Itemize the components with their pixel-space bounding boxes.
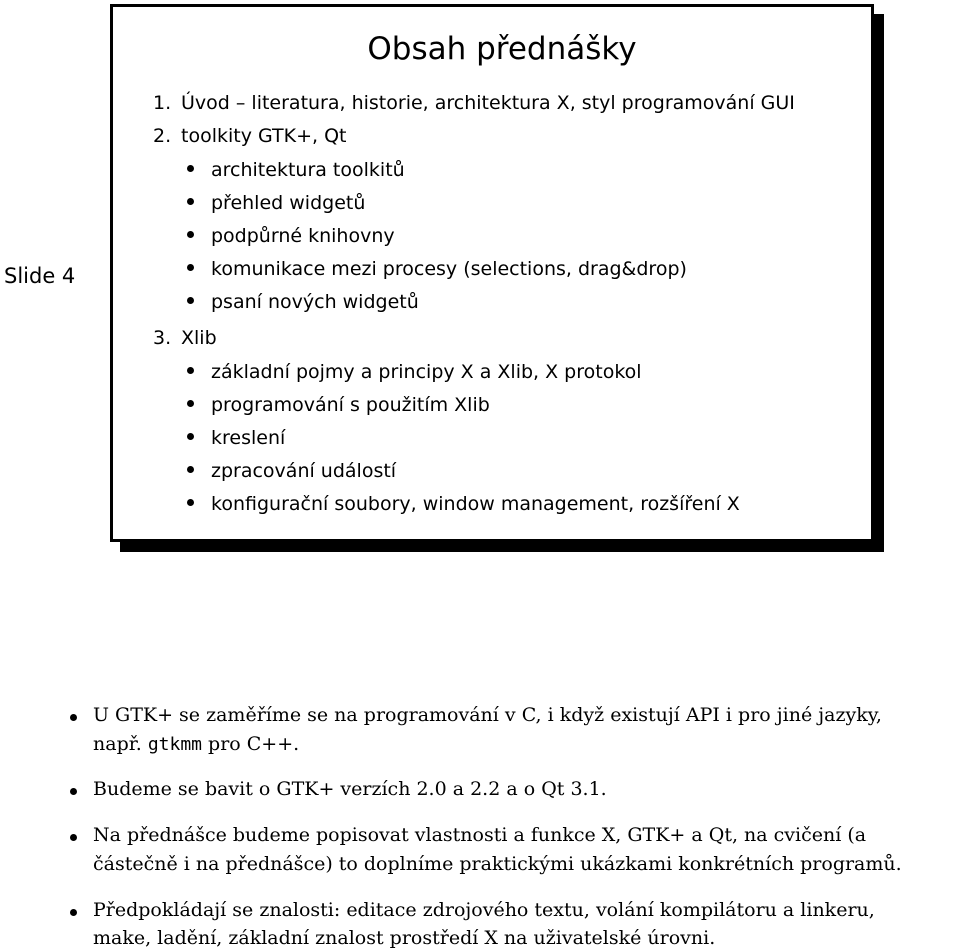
note-line: Předpokládají se znalosti: editace zdrojového textu, volání kompilátoru a linkeru, xyxy=(93,899,875,921)
outline-subitem-text: komunikace mezi procesy (selections, drag&drop) xyxy=(211,258,687,280)
outline-subitem-text: zpracování událostí xyxy=(211,460,397,482)
outline-number: 1. xyxy=(153,92,172,114)
note-text: např. xyxy=(93,733,148,755)
outline-subitem-text: architektura toolkitů xyxy=(211,159,405,181)
outline-subitem-text: kreslení xyxy=(211,427,286,449)
note-line xyxy=(93,733,299,755)
outline-text: toolkity GTK+, Qt xyxy=(181,125,347,147)
outline-number: 2. xyxy=(153,125,172,147)
note-line: částečně i na přednášce) to doplníme praktickými ukázkami konkrétních programů. xyxy=(93,853,902,875)
note-line: make, ladění, základní znalost prostředí X na uživatelské úrovni. xyxy=(93,927,716,949)
outline-subitem-text: psaní nových widgetů xyxy=(211,291,419,313)
outline-subitem-text: programování s použitím Xlib xyxy=(211,394,490,416)
note-line: Na přednášce budeme popisovat vlastnosti a funkce X, GTK+ a Qt, na cvičení (a xyxy=(93,824,867,846)
outline-number: 3. xyxy=(153,327,172,349)
slide-title-text: Obsah přednášky xyxy=(367,31,637,67)
note-code: gtkmm xyxy=(147,734,202,755)
outline-subitem-text: základní pojmy a principy X a Xlib, X protokol xyxy=(211,361,642,383)
bullet-icon xyxy=(70,788,77,795)
bullet-icon xyxy=(70,834,77,841)
outline-subitem-text: podpůrné knihovny xyxy=(211,225,395,247)
outline-text: Úvod – literatura, historie, architektura X, styl programování GUI xyxy=(181,92,795,114)
outline-subitem-text: konfigurační soubory, window management, rozšíření X xyxy=(211,493,740,515)
bullet-icon xyxy=(70,909,77,916)
note-line: U GTK+ se zaměříme se na programování v C, i když existují API i pro jiné jazyky, xyxy=(93,704,882,726)
outline-text: Xlib xyxy=(181,327,217,349)
outline-subitem-text: přehled widgetů xyxy=(211,192,366,214)
note-line: Budeme se bavit o GTK+ verzích 2.0 a 2.2 a o Qt 3.1. xyxy=(93,778,607,800)
note-text: pro C++. xyxy=(202,733,300,755)
bullet-icon xyxy=(70,714,77,721)
slide-label: Slide 4 xyxy=(4,264,76,288)
